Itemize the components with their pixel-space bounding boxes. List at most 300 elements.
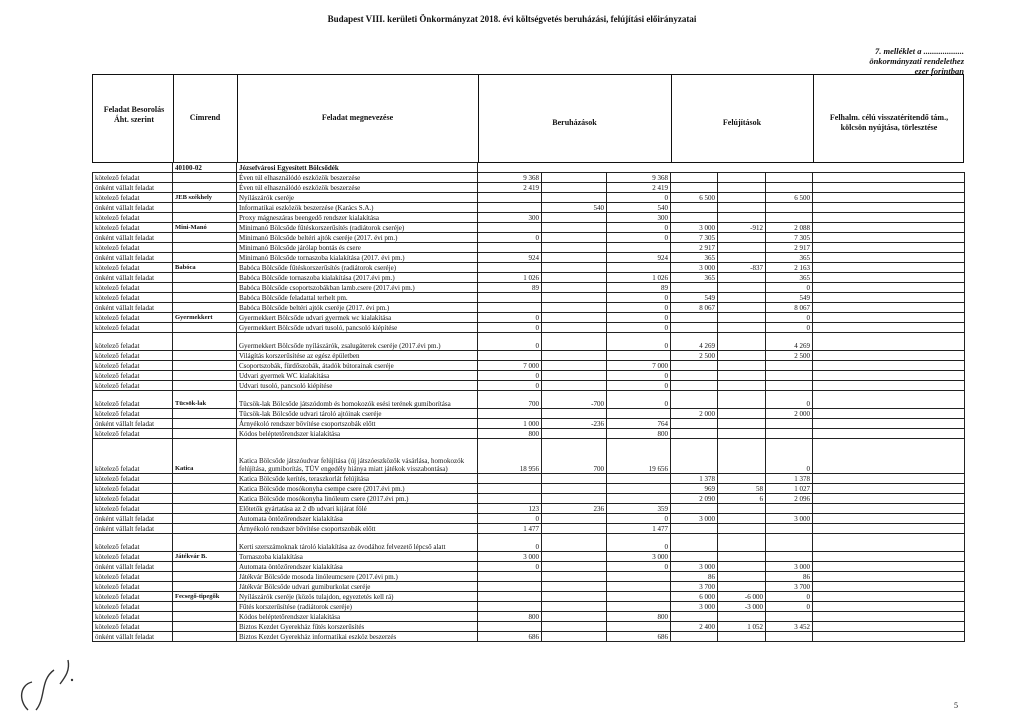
description-cell: Előtetők gyártatása az 2 db udvari kijárat fölé — [237, 504, 478, 514]
renovation-original-cell: 8 067 — [671, 303, 718, 313]
renovation-modified-cell — [766, 632, 813, 642]
renovation-change-cell — [718, 283, 766, 293]
renovation-change-cell — [718, 439, 766, 474]
investment-change-cell — [542, 534, 607, 552]
renovation-modified-cell: 4 269 — [766, 333, 813, 351]
investment-change-cell — [542, 562, 607, 572]
renovation-change-cell — [718, 293, 766, 303]
renovation-modified-cell: 2 088 — [766, 223, 813, 233]
category-cell: kötelező feladat — [93, 391, 173, 409]
group-code: 40100-02 — [173, 163, 237, 173]
loan-cell — [813, 233, 965, 243]
title-code-cell — [173, 504, 237, 514]
investment-modified-cell — [607, 592, 671, 602]
investment-change-cell — [542, 293, 607, 303]
table-row — [93, 612, 965, 622]
category-cell: kötelező feladat — [93, 333, 173, 351]
description-cell: Babóca Bölcsőde fűtéskorszerűsítés (radiátorok cseréje) — [237, 263, 478, 273]
investment-original-cell — [478, 582, 542, 592]
investment-modified-cell — [607, 409, 671, 419]
renovation-change-cell — [718, 381, 766, 391]
title-code-cell: Mini-Manó — [173, 223, 237, 233]
header-description: Feladat megnevezése — [321, 113, 394, 122]
title-code-cell: Játékvár B. — [173, 552, 237, 562]
table-row — [93, 213, 965, 223]
description-cell: Tücsök-lak Bölcsőde udvari tároló ajtóinak cseréje — [237, 409, 478, 419]
renovation-change-cell — [718, 474, 766, 484]
description-cell: Automata öntözőrendszer kialakítása — [237, 514, 478, 524]
description-cell: Minimanó Bölcsőde járólap bontás és csere — [237, 243, 478, 253]
investment-original-cell — [478, 303, 542, 313]
investment-modified-cell: 0 — [607, 391, 671, 409]
title-code-cell — [173, 514, 237, 524]
description-cell: Világítás korszerűsítése az egész épületben — [237, 351, 478, 361]
category-cell: kötelező feladat — [93, 381, 173, 391]
description-cell: Babóca Bölcsőde csoportszobákban lamb.csere (2017.évi pm.) — [237, 283, 478, 293]
investment-modified-cell: 0 — [607, 323, 671, 333]
category-cell: kötelező feladat — [93, 534, 173, 552]
title-code-cell — [173, 371, 237, 381]
renovation-change-cell — [718, 632, 766, 642]
renovation-modified-cell — [766, 534, 813, 552]
description-cell: Árnyékoló rendszer bővítése csoportszobák előtt — [237, 524, 478, 534]
renovation-change-cell — [718, 351, 766, 361]
title-code-cell — [173, 632, 237, 642]
header-task-line2: Áht. szerint — [114, 115, 154, 124]
investment-original-cell: 2 419 — [478, 183, 542, 193]
investment-original-cell — [478, 263, 542, 273]
table-row — [93, 474, 965, 484]
investment-modified-cell: 0 — [607, 381, 671, 391]
description-cell: Katica Bölcsőde játszóudvar felújítása (új játszóeszközök vásárlása, homokozók felújítása, gumiborítás, TÜV engedély hiánya miatt játékok visszabontása) — [237, 439, 478, 474]
title-code-cell — [173, 602, 237, 612]
title-code-cell — [173, 524, 237, 534]
category-cell: kötelező feladat — [93, 612, 173, 622]
handwritten-annotation-icon — [10, 640, 80, 720]
investment-original-cell: 0 — [478, 562, 542, 572]
loan-cell — [813, 381, 965, 391]
investment-modified-cell: 0 — [607, 333, 671, 351]
investment-change-cell — [542, 263, 607, 273]
loan-cell — [813, 243, 965, 253]
renovation-change-cell — [718, 313, 766, 323]
description-cell: Babóca Bölcsőde tornaszoba kialakítása (2017.évi pm.) — [237, 273, 478, 283]
renovation-change-cell: -837 — [718, 263, 766, 273]
renovation-change-cell — [718, 562, 766, 572]
table-row — [93, 303, 965, 313]
investment-modified-cell: 2 419 — [607, 183, 671, 193]
investment-original-cell: 9 368 — [478, 173, 542, 183]
renovation-modified-cell: 2 500 — [766, 351, 813, 361]
renovation-original-cell: 7 305 — [671, 233, 718, 243]
renovation-original-cell — [671, 439, 718, 474]
investment-original-cell: 0 — [478, 233, 542, 243]
investment-modified-cell — [607, 351, 671, 361]
investment-modified-cell — [607, 243, 671, 253]
renovation-original-cell: 86 — [671, 572, 718, 582]
category-cell: önként vállalt feladat — [93, 183, 173, 193]
title-code-cell — [173, 213, 237, 223]
description-cell: Katica Bölcsőde mosókonyha linóleum csere (2017.évi pm.) — [237, 494, 478, 504]
renovation-change-cell — [718, 572, 766, 582]
renovation-modified-cell: 86 — [766, 572, 813, 582]
renovation-modified-cell: 0 — [766, 391, 813, 409]
investment-original-cell — [478, 494, 542, 504]
investment-change-cell: -236 — [542, 419, 607, 429]
table-row — [93, 233, 965, 243]
title-code-cell — [173, 622, 237, 632]
investment-original-cell — [478, 602, 542, 612]
renovation-original-cell: 365 — [671, 253, 718, 263]
investment-modified-cell: 0 — [607, 303, 671, 313]
investment-original-cell — [478, 592, 542, 602]
annex-line-3: ezer forintban — [914, 66, 964, 76]
investment-modified-cell: 0 — [607, 313, 671, 323]
investment-modified-cell: 0 — [607, 193, 671, 203]
renovation-modified-cell: 2 096 — [766, 494, 813, 504]
renovation-change-cell — [718, 233, 766, 243]
table-row — [93, 283, 965, 293]
renovation-change-cell — [718, 391, 766, 409]
title-code-cell: Gyermekkert — [173, 313, 237, 323]
table-row — [93, 622, 965, 632]
loan-cell — [813, 351, 965, 361]
investment-modified-cell — [607, 582, 671, 592]
loan-cell — [813, 524, 965, 534]
renovation-modified-cell: 1 027 — [766, 484, 813, 494]
loan-cell — [813, 429, 965, 439]
investment-change-cell — [542, 602, 607, 612]
investment-change-cell — [542, 371, 607, 381]
renovation-modified-cell: 6 500 — [766, 193, 813, 203]
loan-cell — [813, 602, 965, 612]
description-cell: Éven túl elhasználódó eszközök beszerzése — [237, 173, 478, 183]
title-code-cell: JEB székhely — [173, 193, 237, 203]
loan-cell — [813, 504, 965, 514]
investment-change-cell — [542, 429, 607, 439]
description-cell: Katica Bölcsőde mosókonyha csempe csere (2017.évi pm.) — [237, 484, 478, 494]
investment-change-cell — [542, 474, 607, 484]
investment-original-cell — [478, 293, 542, 303]
group-empty-cell — [93, 163, 173, 173]
renovation-original-cell — [671, 632, 718, 642]
loan-cell — [813, 409, 965, 419]
renovation-original-cell — [671, 323, 718, 333]
annex-line-1: 7. melléklet a ................... — [874, 46, 964, 56]
renovation-change-cell — [718, 303, 766, 313]
loan-cell — [813, 253, 965, 263]
table-row — [93, 351, 965, 361]
category-cell: önként vállalt feladat — [93, 632, 173, 642]
description-cell: Babóca Bölcsőde beltéri ajtók cseréje (2017. évi pm.) — [237, 303, 478, 313]
renovation-change-cell: -3 000 — [718, 602, 766, 612]
table-row — [93, 582, 965, 592]
investment-modified-cell: 300 — [607, 213, 671, 223]
renovation-original-cell: 3 700 — [671, 582, 718, 592]
renovation-modified-cell — [766, 612, 813, 622]
renovation-modified-cell: 3 700 — [766, 582, 813, 592]
investment-modified-cell: 924 — [607, 253, 671, 263]
group-empty-cell — [766, 163, 813, 173]
category-cell: kötelező feladat — [93, 572, 173, 582]
renovation-change-cell — [718, 524, 766, 534]
investment-original-cell: 1 477 — [478, 524, 542, 534]
investment-original-cell: 1 000 — [478, 419, 542, 429]
renovation-modified-cell — [766, 173, 813, 183]
header-task — [95, 105, 173, 125]
investment-change-cell — [542, 582, 607, 592]
table-row — [93, 243, 965, 253]
category-cell: önként vállalt feladat — [93, 273, 173, 283]
renovation-original-cell: 6 000 — [671, 592, 718, 602]
table-row — [93, 173, 965, 183]
investment-change-cell — [542, 183, 607, 193]
title-code-cell: Fecsegő-tipegők — [173, 592, 237, 602]
renovation-original-cell: 4 269 — [671, 333, 718, 351]
category-cell: kötelező feladat — [93, 243, 173, 253]
category-cell: kötelező feladat — [93, 582, 173, 592]
investment-original-cell: 1 026 — [478, 273, 542, 283]
renovation-original-cell: 3 000 — [671, 562, 718, 572]
table-row — [93, 371, 965, 381]
investment-original-cell — [478, 193, 542, 203]
investment-modified-cell — [607, 622, 671, 632]
investment-modified-cell: 3 000 — [607, 552, 671, 562]
renovation-change-cell — [718, 253, 766, 263]
table-row — [93, 439, 965, 474]
renovation-change-cell — [718, 504, 766, 514]
renovation-change-cell — [718, 361, 766, 371]
investment-original-cell: 800 — [478, 429, 542, 439]
investment-original-cell — [478, 351, 542, 361]
title-code-cell — [173, 253, 237, 263]
table-row — [93, 602, 965, 612]
renovation-change-cell — [718, 371, 766, 381]
renovation-change-cell — [718, 213, 766, 223]
category-cell: kötelező feladat — [93, 439, 173, 474]
description-cell: Minimanó Bölcsőde beltéri ajtók cseréje (2017. évi pm.) — [237, 233, 478, 243]
loan-cell — [813, 263, 965, 273]
loan-cell — [813, 622, 965, 632]
group-empty-cell — [542, 163, 607, 173]
renovation-original-cell: 2 917 — [671, 243, 718, 253]
loan-cell — [813, 213, 965, 223]
investment-modified-cell — [607, 484, 671, 494]
renovation-change-cell — [718, 193, 766, 203]
renovation-change-cell — [718, 514, 766, 524]
renovation-original-cell: 6 500 — [671, 193, 718, 203]
investment-change-cell — [542, 273, 607, 283]
title-code-cell — [173, 484, 237, 494]
category-cell: kötelező feladat — [93, 494, 173, 504]
renovation-modified-cell: 0 — [766, 439, 813, 474]
loan-cell — [813, 419, 965, 429]
investment-change-cell — [542, 552, 607, 562]
category-cell: önként vállalt feladat — [93, 514, 173, 524]
table-row — [93, 409, 965, 419]
renovation-modified-cell — [766, 371, 813, 381]
table-row — [93, 361, 965, 371]
investment-modified-cell: 19 656 — [607, 439, 671, 474]
investment-original-cell — [478, 484, 542, 494]
table-row — [93, 534, 965, 552]
renovation-modified-cell: 0 — [766, 592, 813, 602]
title-code-cell: Katica — [173, 439, 237, 474]
table-row — [93, 263, 965, 273]
investment-change-cell — [542, 632, 607, 642]
category-cell: kötelező feladat — [93, 173, 173, 183]
description-cell: Éven túl elhasználódó eszközök beszerzése — [237, 183, 478, 193]
investment-modified-cell: 800 — [607, 612, 671, 622]
investment-original-cell: 800 — [478, 612, 542, 622]
renovation-original-cell — [671, 612, 718, 622]
investment-change-cell: 540 — [542, 203, 607, 213]
table-header — [92, 74, 964, 163]
group-header-row — [93, 163, 965, 173]
table-row — [93, 592, 965, 602]
group-name: Józsefvárosi Egyesített Bölcsődék — [237, 163, 478, 173]
category-cell: önként vállalt feladat — [93, 562, 173, 572]
investment-change-cell — [542, 494, 607, 504]
investment-modified-cell: 0 — [607, 233, 671, 243]
title-code-cell — [173, 612, 237, 622]
investment-original-cell — [478, 243, 542, 253]
title-code-cell — [173, 494, 237, 504]
title-code-cell — [173, 419, 237, 429]
investment-change-cell — [542, 409, 607, 419]
investment-change-cell — [542, 484, 607, 494]
renovation-original-cell: 549 — [671, 293, 718, 303]
loan-cell — [813, 173, 965, 183]
table-row — [93, 183, 965, 193]
table-row — [93, 381, 965, 391]
table-row — [93, 484, 965, 494]
table-row — [93, 293, 965, 303]
table-row — [93, 333, 965, 351]
renovation-original-cell: 3 000 — [671, 223, 718, 233]
investment-change-cell — [542, 213, 607, 223]
renovation-change-cell — [718, 582, 766, 592]
title-code-cell — [173, 243, 237, 253]
title-code-cell: Tücsök-lak — [173, 391, 237, 409]
investment-original-cell — [478, 572, 542, 582]
loan-cell — [813, 514, 965, 524]
investment-original-cell: 0 — [478, 313, 542, 323]
investment-original-cell — [478, 203, 542, 213]
investment-change-cell: 236 — [542, 504, 607, 514]
investment-change-cell: 700 — [542, 439, 607, 474]
category-cell: kötelező feladat — [93, 592, 173, 602]
category-cell: kötelező feladat — [93, 429, 173, 439]
renovation-modified-cell: 549 — [766, 293, 813, 303]
investment-change-cell — [542, 514, 607, 524]
annex-line-2: önkormányzati rendelethez — [869, 56, 964, 66]
budget-table — [92, 162, 965, 642]
investment-modified-cell: 0 — [607, 371, 671, 381]
renovation-original-cell: 2 000 — [671, 409, 718, 419]
group-empty-cell — [671, 163, 718, 173]
investment-change-cell — [542, 524, 607, 534]
description-cell: Udvari gyermek WC kialakítása — [237, 371, 478, 381]
renovation-change-cell — [718, 409, 766, 419]
renovation-modified-cell: 0 — [766, 602, 813, 612]
description-cell: Biztos Kezdet Gyerekház informatikai eszköz beszerzés — [237, 632, 478, 642]
renovation-modified-cell: 8 067 — [766, 303, 813, 313]
investment-modified-cell: 89 — [607, 283, 671, 293]
loan-cell — [813, 293, 965, 303]
renovation-original-cell: 365 — [671, 273, 718, 283]
investment-original-cell — [478, 622, 542, 632]
description-cell: Biztos Kezdet Gyerekház fűtés korszerűsítés — [237, 622, 478, 632]
renovation-modified-cell — [766, 361, 813, 371]
renovation-modified-cell: 365 — [766, 253, 813, 263]
renovation-change-cell — [718, 243, 766, 253]
title-code-cell — [173, 173, 237, 183]
renovation-original-cell: 3 000 — [671, 263, 718, 273]
investment-change-cell — [542, 173, 607, 183]
renovation-change-cell — [718, 203, 766, 213]
renovation-change-cell — [718, 534, 766, 552]
investment-original-cell: 7 000 — [478, 361, 542, 371]
investment-change-cell — [542, 303, 607, 313]
loan-cell — [813, 474, 965, 484]
description-cell: Játékvár Bölcsőde udvari gumiburkolat cseréje — [237, 582, 478, 592]
group-empty-cell — [813, 163, 965, 173]
loan-cell — [813, 303, 965, 313]
investment-modified-cell: 0 — [607, 514, 671, 524]
renovation-original-cell — [671, 213, 718, 223]
table-row — [93, 504, 965, 514]
table-row — [93, 562, 965, 572]
investment-change-cell — [542, 243, 607, 253]
category-cell: kötelező feladat — [93, 622, 173, 632]
title-code-cell — [173, 474, 237, 484]
title-code-cell — [173, 233, 237, 243]
title-code-cell — [173, 562, 237, 572]
renovation-modified-cell: 7 305 — [766, 233, 813, 243]
table-row — [93, 632, 965, 642]
table-row — [93, 203, 965, 213]
category-cell: kötelező feladat — [93, 351, 173, 361]
investment-original-cell: 0 — [478, 371, 542, 381]
loan-cell — [813, 333, 965, 351]
renovation-change-cell — [718, 552, 766, 562]
renovation-change-cell: -6 000 — [718, 592, 766, 602]
category-cell: kötelező feladat — [93, 484, 173, 494]
investment-modified-cell: 9 368 — [607, 173, 671, 183]
category-cell: kötelező feladat — [93, 552, 173, 562]
investment-modified-cell: 1 477 — [607, 524, 671, 534]
renovation-original-cell — [671, 552, 718, 562]
renovation-modified-cell — [766, 203, 813, 213]
title-code-cell — [173, 293, 237, 303]
category-cell: kötelező feladat — [93, 223, 173, 233]
description-cell: Játékvár Bölcsőde mosoda linóleumcsere (2017.évi pm.) — [237, 572, 478, 582]
renovation-change-cell — [718, 333, 766, 351]
category-cell: kötelező feladat — [93, 474, 173, 484]
renovation-modified-cell: 0 — [766, 323, 813, 333]
renovation-change-cell — [718, 419, 766, 429]
investment-change-cell — [542, 622, 607, 632]
description-cell: Tornaszoba kialakítása — [237, 552, 478, 562]
renovation-original-cell — [671, 183, 718, 193]
investment-change-cell — [542, 323, 607, 333]
investment-modified-cell: 1 026 — [607, 273, 671, 283]
renovation-modified-cell: 3 000 — [766, 514, 813, 524]
category-cell: önként vállalt feladat — [93, 303, 173, 313]
renovation-original-cell — [671, 381, 718, 391]
loan-cell — [813, 183, 965, 193]
